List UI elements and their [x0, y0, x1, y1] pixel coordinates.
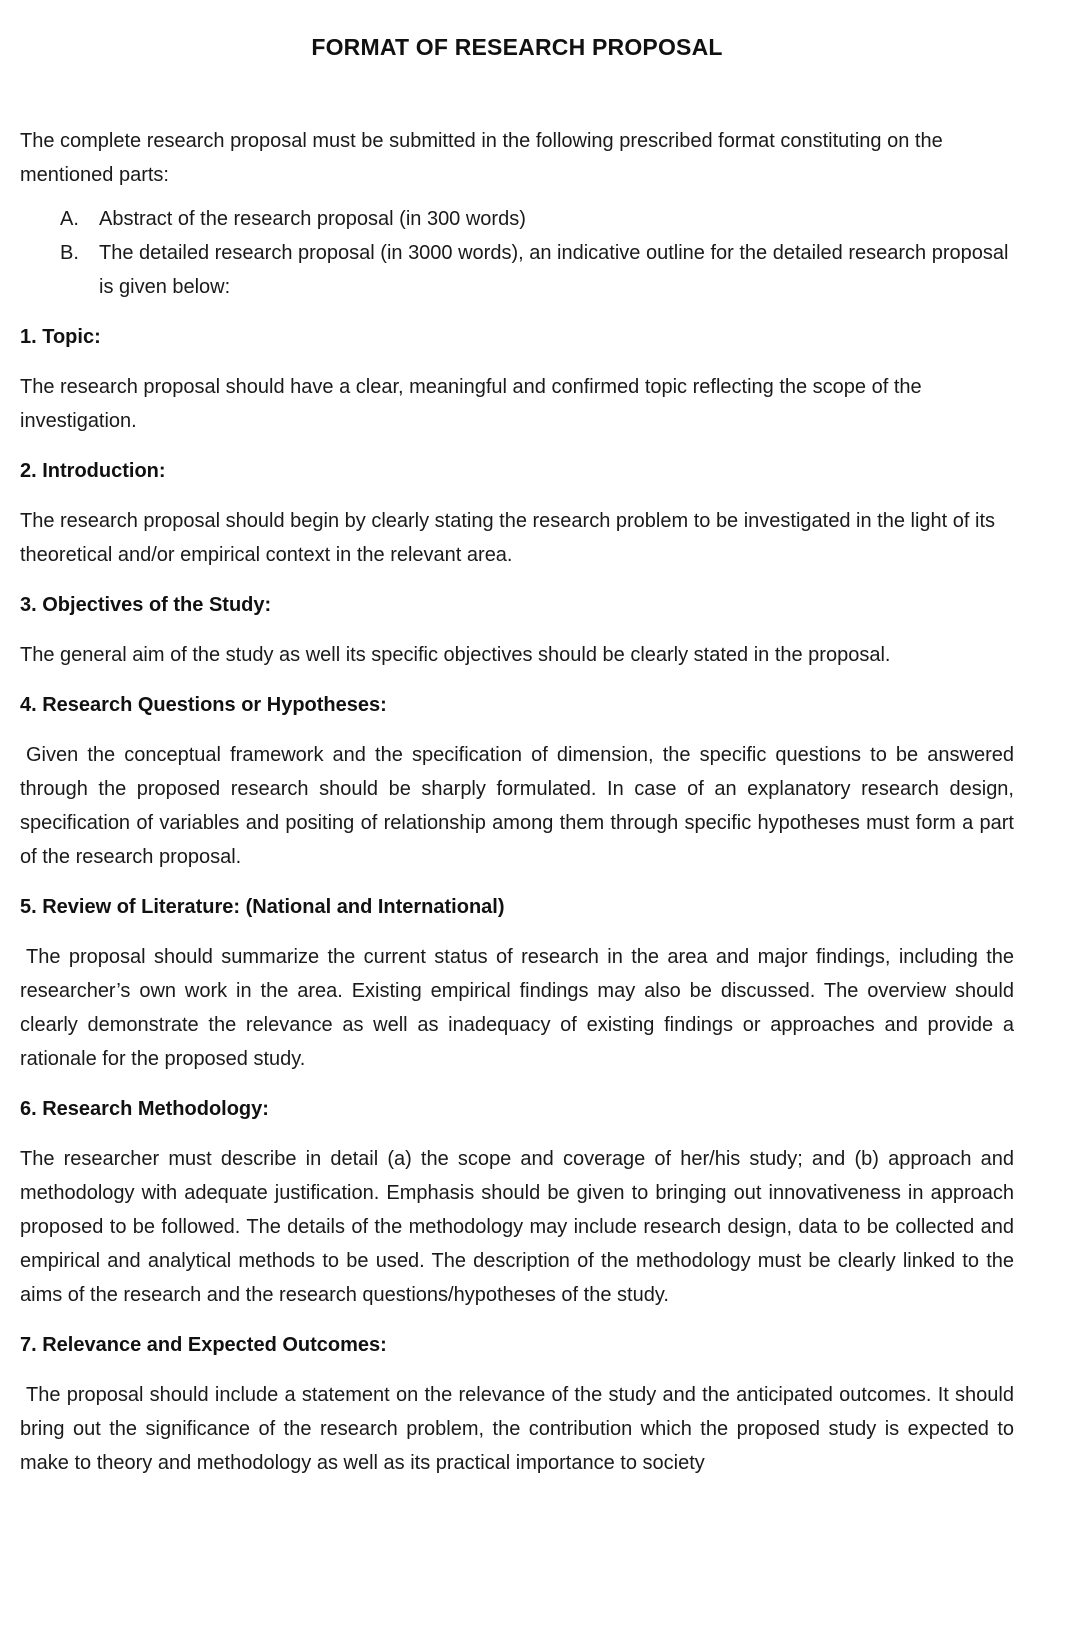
section-heading-topic: 1. Topic:	[20, 326, 101, 348]
section-heading-objectives: 3. Objectives of the Study:	[20, 594, 272, 616]
list-marker: A.	[60, 208, 79, 230]
section-heading-relevance: 7. Relevance and Expected Outcomes:	[20, 1334, 387, 1356]
intro-paragraph: The complete research proposal must be submitted in the following prescribed format constituting on the mentioned parts:	[20, 130, 943, 186]
section-body-objectives: The general aim of the study as well its specific objectives should be clearly stated in the proposal.	[20, 644, 891, 666]
document-title: FORMAT OF RESEARCH PROPOSAL	[311, 34, 723, 60]
section-heading-literature-review: 5. Review of Literature: (National and International)	[20, 896, 505, 918]
list-item-text: The detailed research proposal (in 3000 words), an indicative outline for the detailed research proposal is given below:	[99, 242, 1009, 298]
section-body-research-questions: Given the conceptual framework and the specification of dimension, the specific questions to be answered through the proposed research should be sharply formulated. In case of an explanatory research design, specification of variables and positing of relationship among them through specific hypotheses must form a part of the research proposal.	[20, 744, 1014, 868]
section-body-methodology: The researcher must describe in detail (a) the scope and coverage of her/his study; and (b) approach and methodology with adequate justification. Emphasis should be given to bringing out innovativeness in approach proposed to be followed. The details of the methodology may include research design, data to be collected and empirical and analytical methods to be used. The description of the methodology must be clearly linked to the aims of the research and the research questions/hypotheses of the study.	[20, 1148, 1014, 1306]
section-heading-methodology: 6. Research Methodology:	[20, 1098, 269, 1120]
document-page	[20, 0, 1014, 1480]
list-item	[20, 236, 1014, 304]
list-item-text: Abstract of the research proposal (in 300 words)	[99, 208, 526, 230]
section-body-literature-review: The proposal should summarize the current status of research in the area and major findings, including the researcher’s own work in the area. Existing empirical findings may also be discussed. The overview should clearly demonstrate the relevance as well as inadequacy of existing findings or approaches and provide a rationale for the proposed study.	[20, 946, 1014, 1070]
proposal-parts-list	[20, 202, 1014, 304]
section-body-topic: The research proposal should have a clear, meaningful and confirmed topic reflecting the scope of the investigation.	[20, 376, 922, 432]
list-item	[20, 202, 1014, 236]
section-heading-research-questions: 4. Research Questions or Hypotheses:	[20, 694, 387, 716]
section-heading-introduction: 2. Introduction:	[20, 460, 166, 482]
list-marker: B.	[60, 242, 79, 264]
section-body-relevance: The proposal should include a statement on the relevance of the study and the anticipated outcomes. It should bring out the significance of the research problem, the contribution which the proposed study is expected to make to theory and methodology as well as its practical importance to society	[20, 1384, 1014, 1474]
section-body-introduction: The research proposal should begin by clearly stating the research problem to be investigated in the light of its theoretical and/or empirical context in the relevant area.	[20, 510, 995, 566]
